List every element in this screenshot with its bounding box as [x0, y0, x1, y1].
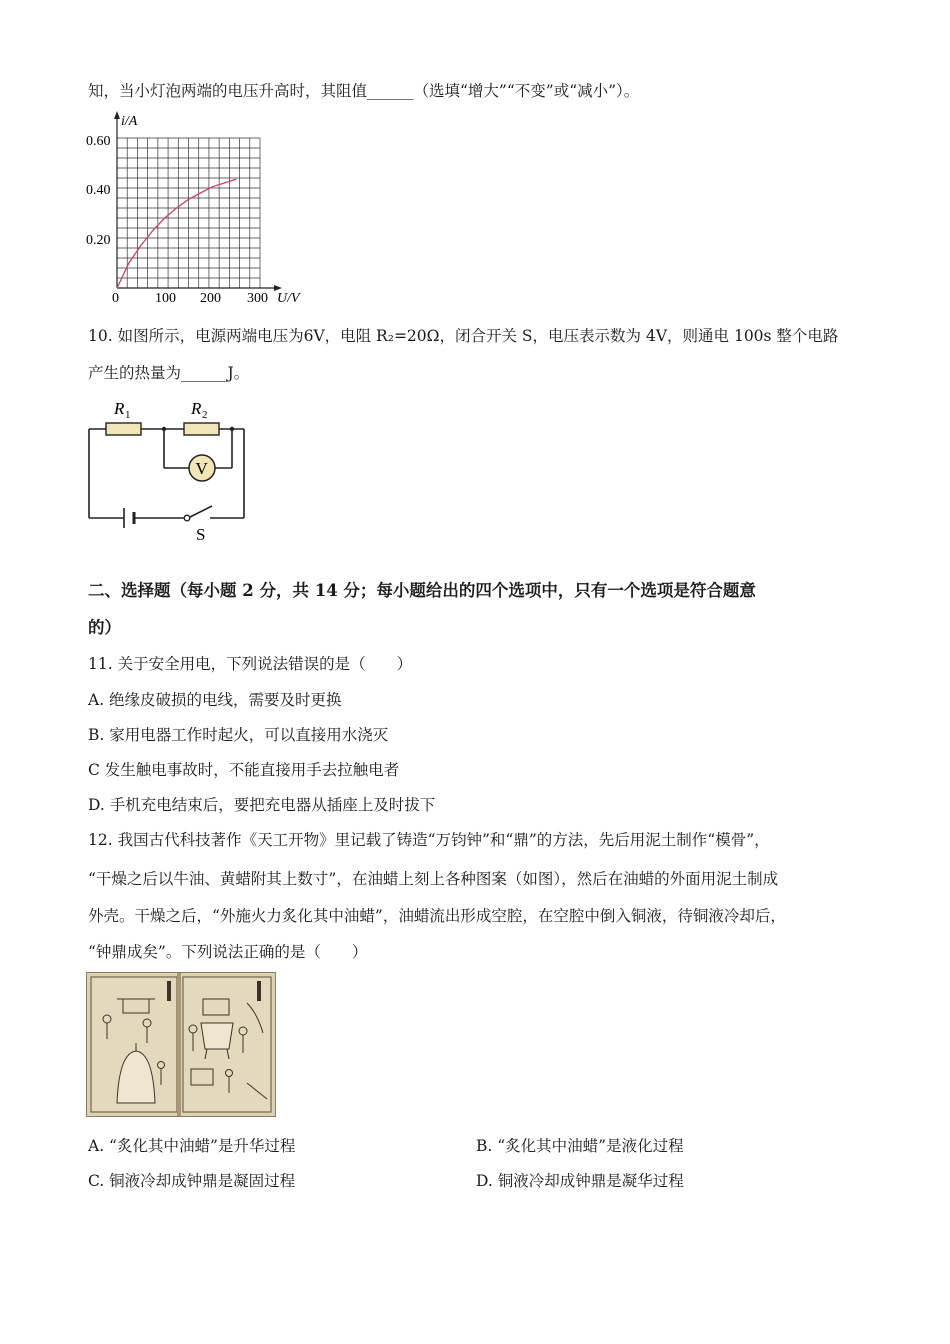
r2-label: R: [191, 399, 202, 418]
q11-option-a: A. 绝缘皮破损的电线，需要及时更换: [88, 691, 342, 709]
q11-option-d: D. 手机充电结束后，要把充电器从插座上及时拔下: [88, 796, 436, 814]
x-tick-label: 200: [200, 291, 221, 306]
iu-graph: [80, 108, 320, 310]
x-tick-label: 100: [155, 291, 176, 306]
q12-option-b: B. “炙化其中油蜡”是液化过程: [476, 1137, 684, 1155]
q10-line2: 产生的热量为______J。: [88, 364, 250, 382]
resistor-r1: [106, 423, 141, 435]
q11-option-c: C 发生触电事故时，不能直接用手去拉触电者: [88, 761, 400, 779]
y-tick-label: 0.40: [86, 183, 111, 198]
x-tick-label: 0: [112, 291, 119, 306]
y-tick-label: 0.20: [86, 233, 111, 248]
q9-tail-text: 知，当小灯泡两端的电压升高时，其阻值______（选填“增大”“不变”或“减小”）。: [88, 82, 640, 100]
tiangong-kaiwu-illustration: [86, 972, 276, 1117]
q11-option-b: B. 家用电器工作时起火，可以直接用水浇灭: [88, 726, 389, 744]
x-axis-label: U/V: [277, 291, 300, 306]
q11-stem: 11. 关于安全用电，下列说法错误的是（ ）: [88, 655, 413, 673]
voltmeter-label: V: [195, 459, 208, 478]
q10-line1: 10. 如图所示，电源两端电压为6V，电阻 R₂=20Ω，闭合开关 S，电压表示数为 4V，则通电 100s 整个电路: [88, 327, 839, 345]
graph-grid: [117, 138, 260, 288]
junction-dot: [230, 427, 234, 431]
resistor-r2: [184, 423, 219, 435]
circuit-wires: [89, 429, 244, 518]
r1-subscript: 1: [125, 409, 131, 421]
q12-option-a: A. “炙化其中油蜡”是升华过程: [88, 1137, 296, 1155]
switch-contact: [184, 515, 190, 521]
y-axis-arrow: [114, 111, 120, 119]
q12-line2: “干燥之后以牛油、黄蜡附其上数寸”，在油蜡上刻上各种图案（如图），然后在油蜡的外面用泥土制成: [88, 870, 779, 888]
section2-heading-line1: 二、选择题（每小题 2 分，共 14 分；每小题给出的四个选项中，只有一个选项是符合题意: [88, 581, 756, 600]
r1-label: R: [114, 399, 125, 418]
y-axis-label: i/A: [121, 114, 138, 129]
circuit-diagram: [84, 392, 254, 544]
q12-option-c: C. 铜液冷却成钟鼎是凝固过程: [88, 1172, 296, 1190]
section2-heading-line2: 的）: [88, 618, 121, 637]
junction-dot: [162, 427, 166, 431]
iu-curve: [117, 179, 236, 288]
y-tick-label: 0.60: [86, 134, 111, 149]
r2-subscript: 2: [202, 409, 208, 421]
q12-option-d: D. 铜液冷却成钟鼎是凝华过程: [476, 1172, 684, 1190]
q12-line4: “钟鼎成矣”。下列说法正确的是（ ）: [88, 943, 368, 961]
x-tick-label: 300: [247, 291, 268, 306]
switch-label: S: [196, 525, 206, 544]
q12-line1: 12. 我国古代科技著作《天工开物》里记载了铸造“万钧钟”和“鼎”的方法，先后用泥土制作“模骨”，: [88, 831, 770, 849]
q12-line3: 外壳。干燥之后，“外施火力炙化其中油蜡”，油蜡流出形成空腔，在空腔中倒入铜液，待铜液冷却后，: [88, 907, 786, 925]
